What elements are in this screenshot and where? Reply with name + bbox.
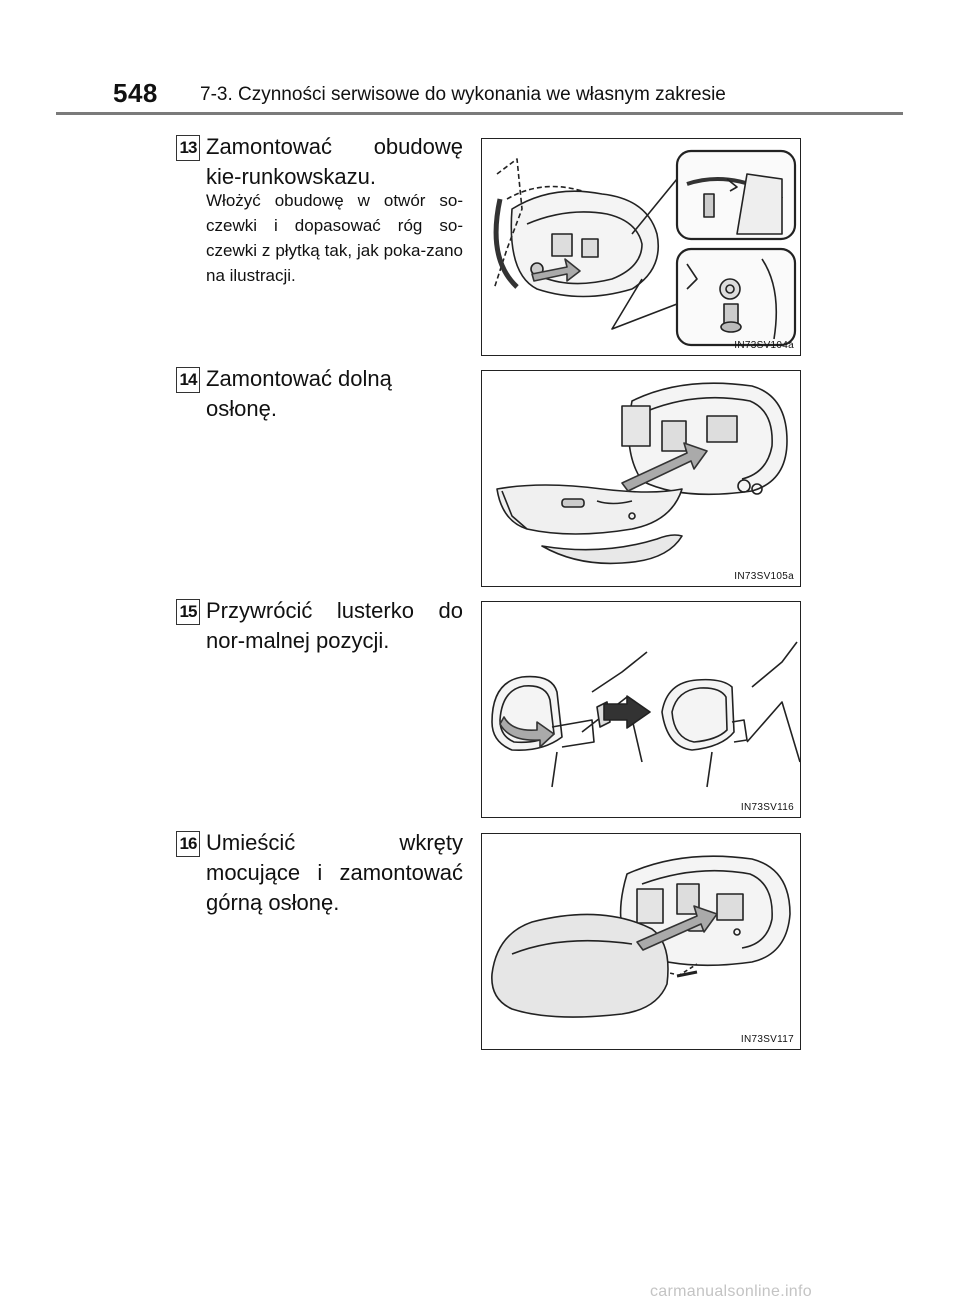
figure-code-16: IN73SV117 [740, 1034, 794, 1045]
figure-step-16 [481, 833, 801, 1050]
figure-code-15: IN73SV116 [740, 802, 794, 813]
step-14-instruction: Zamontować dolną osłonę. [206, 366, 392, 421]
step-number-16: 16 [176, 831, 200, 857]
figure-step-14 [481, 370, 801, 587]
lower-cover-illustration [482, 371, 801, 587]
turn-signal-housing-illustration [482, 139, 801, 356]
figure-code-14: IN73SV105a [734, 571, 794, 582]
mirror-position-illustration [482, 602, 801, 818]
step-number-14: 14 [176, 367, 200, 393]
figure-step-13 [481, 138, 801, 356]
step-15-instruction: Przywrócić lusterko do nor-malnej pozycji. [206, 598, 463, 653]
upper-cover-illustration [482, 834, 801, 1050]
step-13-detail: Włożyć obudowę w otwór so-czewki i dopasować róg so-czewki z płytką tak, jak poka-zano na ilustracji. [206, 191, 463, 285]
step-number-15: 15 [176, 599, 200, 625]
step-number-13: 13 [176, 135, 200, 161]
page-header [0, 0, 960, 120]
section-title: 7-3. Czynności serwisowe do wykonania we własnym zakresie [200, 84, 726, 105]
page-number: 548 [113, 78, 158, 108]
figure-step-15 [481, 601, 801, 818]
step-13-instruction: Zamontować obudowę kie-runkowskazu. [206, 134, 463, 189]
step-16-instruction: Umieścić wkręty mocujące i zamontować górną osłonę. [206, 830, 463, 915]
header-rule [56, 112, 903, 115]
figure-code-13: IN73SV104a [734, 340, 794, 351]
watermark: carmanualsonline.info [650, 1283, 812, 1300]
